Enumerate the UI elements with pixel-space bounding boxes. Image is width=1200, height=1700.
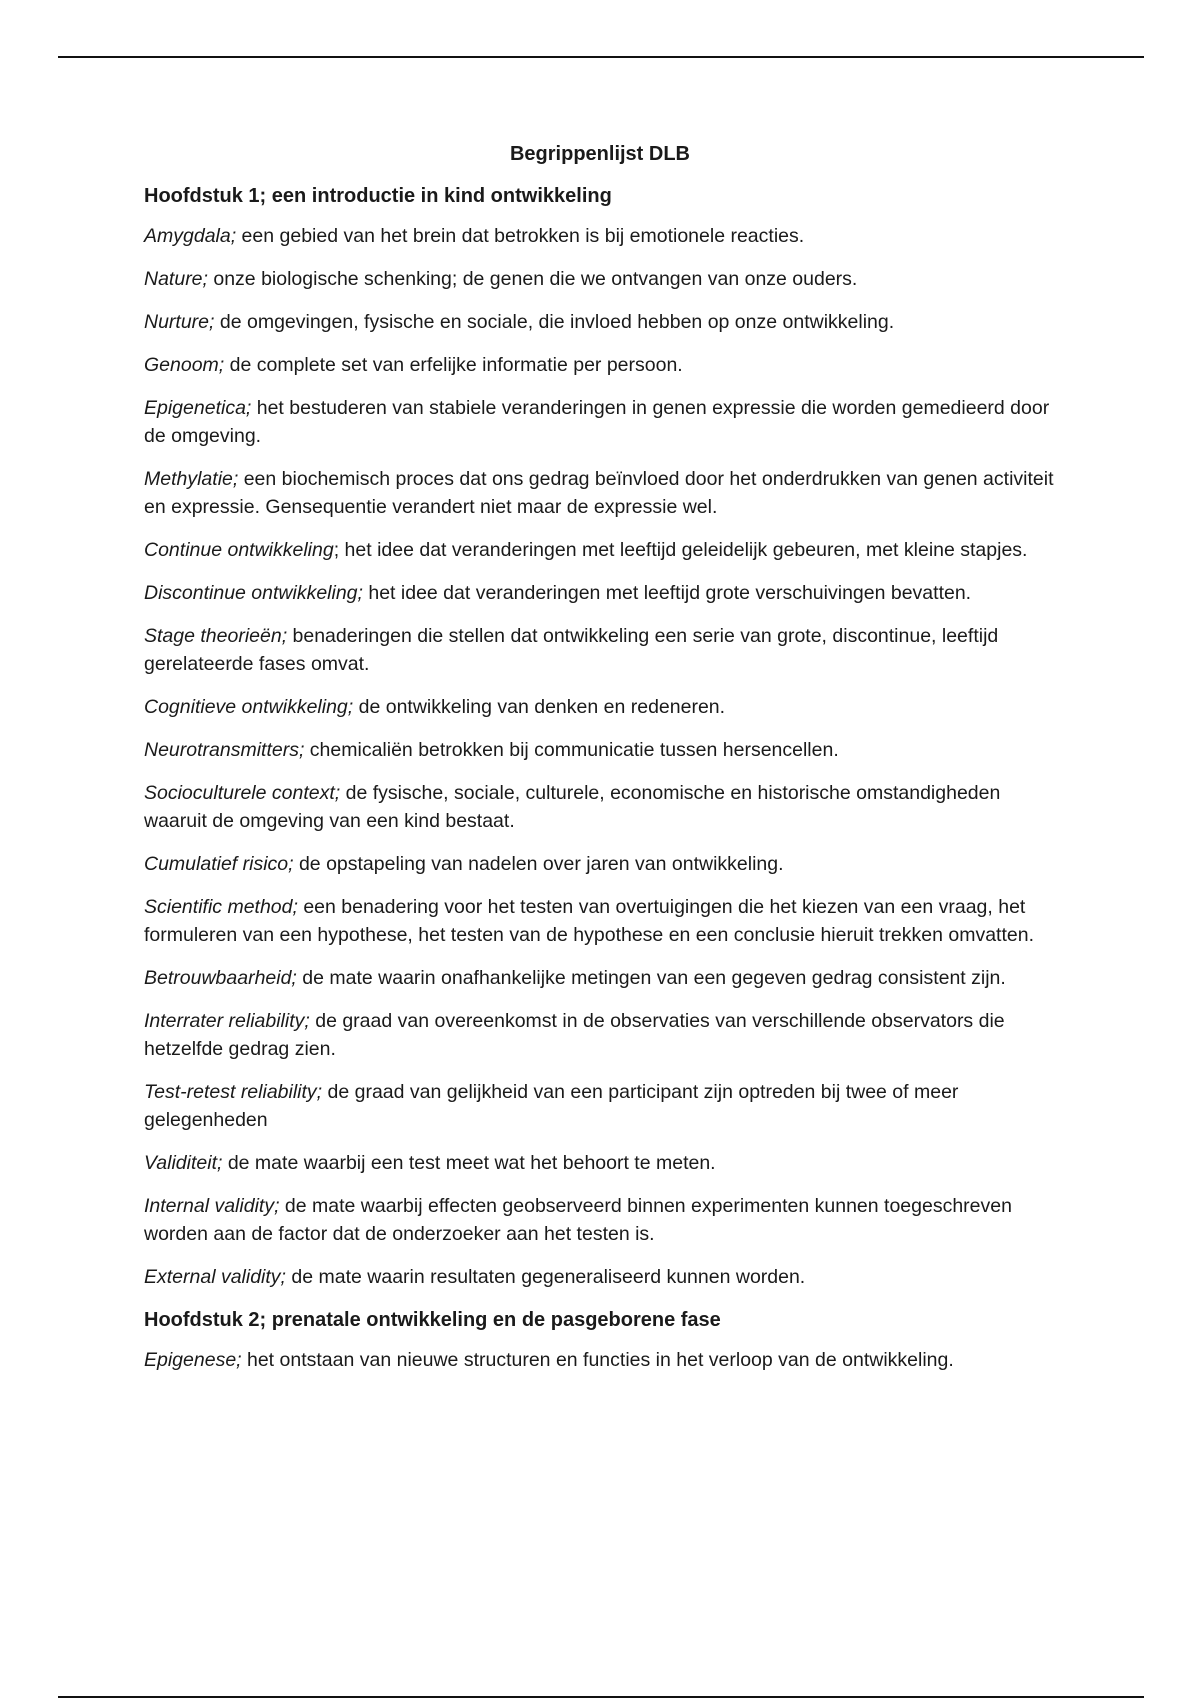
glossary-entry: [144, 1149, 1056, 1177]
entry-term: Epigenese;: [144, 1349, 242, 1371]
entry-term: Stage theorieën;: [144, 625, 288, 647]
entry-term: Methylatie;: [144, 468, 239, 490]
entry-term: Nature;: [144, 268, 208, 290]
entry-definition: de opstapeling van nadelen over jaren van ontwikkeling.: [293, 853, 784, 875]
entry-definition: het ontstaan van nieuwe structuren en functies in het verloop van de ontwikkeling.: [241, 1349, 954, 1371]
entry-definition: de graad van gelijkheid van een participant zijn optreden bij twee of meer gelegenheden: [144, 1081, 959, 1131]
entry-definition: de omgevingen, fysische en sociale, die invloed hebben op onze ontwikkeling.: [214, 311, 895, 333]
header-rule: [58, 56, 1144, 58]
entry-term: Neurotransmitters;: [144, 739, 305, 761]
chapter-2: [144, 1306, 1056, 1374]
glossary-entry: [144, 1078, 1056, 1134]
entry-definition: de mate waarin onafhankelijke metingen van een gegeven gedrag consistent zijn.: [296, 967, 1006, 989]
glossary-entry: [144, 1192, 1056, 1248]
entry-definition: de graad van overeenkomst in de observaties van verschillende observators die hetzelfde gedrag zien.: [144, 1010, 1005, 1060]
document-body: [144, 140, 1056, 1389]
entry-definition: onze biologische schenking; de genen die we ontvangen van onze ouders.: [207, 268, 858, 290]
glossary-entry: [144, 265, 1056, 293]
entry-definition: het bestuderen van stabiele veranderingen in genen expressie die worden gemedieerd door de omgeving.: [144, 397, 1050, 447]
entry-term: Test-retest reliability;: [144, 1081, 323, 1103]
entry-definition: de ontwikkeling van denken en redeneren.: [353, 696, 726, 718]
entry-term: Interrater reliability;: [144, 1010, 310, 1032]
chapter-heading: Hoofdstuk 1; een introductie in kind ontwikkeling: [144, 185, 612, 207]
entry-definition: de complete set van erfelijke informatie per persoon.: [224, 354, 683, 376]
document-title: Begrippenlijst DLB: [509, 143, 690, 165]
glossary-entry: [144, 465, 1056, 521]
glossary-entry: [144, 693, 1056, 721]
glossary-entry: [144, 779, 1056, 835]
entry-term: Socioculturele context;: [144, 782, 341, 804]
entry-term: Epigenetica;: [144, 397, 252, 419]
glossary-entry: [144, 394, 1056, 450]
glossary-entry: [144, 1007, 1056, 1063]
glossary-entry: [144, 579, 1056, 607]
entry-term: Internal validity;: [144, 1195, 280, 1217]
entry-term: Cognitieve ontwikkeling;: [144, 696, 354, 718]
glossary-entry: [144, 736, 1056, 764]
glossary-entry: [144, 1263, 1056, 1291]
entry-definition: een biochemisch proces dat ons gedrag beïnvloed door het onderdrukken van genen activiteit en expressie. Gensequentie verandert niet maar de expressie wel.: [144, 468, 1054, 518]
entry-definition: een benadering voor het testen van overtuigingen die het kiezen van een vraag, het formuleren van een hypothese, het testen van de hypothese en een conclusie hieruit trekken omvatten.: [144, 896, 1034, 946]
entry-term: Discontinue ontwikkeling;: [144, 582, 363, 604]
entry-term: Cumulatief risico;: [144, 853, 294, 875]
glossary-entry: [144, 622, 1056, 678]
glossary-entry: [144, 1346, 1056, 1374]
glossary-entry: [144, 222, 1056, 250]
entry-term: Continue ontwikkeling: [144, 539, 334, 561]
chapter-heading: Hoofdstuk 2; prenatale ontwikkeling en de pasgeborene fase: [144, 1309, 721, 1331]
glossary-entry: [144, 850, 1056, 878]
entry-definition: benaderingen die stellen dat ontwikkeling een serie van grote, discontinue, leeftijd gerelateerde fases omvat.: [144, 625, 999, 675]
entry-term: Betrouwbaarheid;: [144, 967, 297, 989]
entry-term: Validiteit;: [144, 1152, 223, 1174]
entry-term: Scientific method;: [144, 896, 298, 918]
entry-term: Genoom;: [144, 354, 225, 376]
glossary-entry: [144, 308, 1056, 336]
entry-definition: ; het idee dat veranderingen met leeftijd geleidelijk gebeuren, met kleine stapjes.: [333, 539, 1028, 561]
footer-rule: [58, 1696, 1144, 1698]
glossary-entry: [144, 351, 1056, 379]
entry-term: Amygdala;: [144, 225, 237, 247]
entry-definition: de mate waarbij effecten geobserveerd binnen experimenten kunnen toegeschreven worden aan de factor dat de onderzoeker aan het testen is.: [144, 1195, 1012, 1245]
glossary-entry: [144, 536, 1056, 564]
glossary-entry: [144, 964, 1056, 992]
entry-definition: de mate waarbij een test meet wat het behoort te meten.: [222, 1152, 716, 1174]
entry-definition: de fysische, sociale, culturele, economische en historische omstandigheden waaruit de omgeving van een kind bestaat.: [144, 782, 1001, 832]
glossary-entry: [144, 893, 1056, 949]
entry-term: Nurture;: [144, 311, 215, 333]
chapter-1: [144, 182, 1056, 1291]
entry-definition: de mate waarin resultaten gegeneraliseerd kunnen worden.: [285, 1266, 806, 1288]
entry-definition: een gebied van het brein dat betrokken is bij emotionele reacties.: [236, 225, 805, 247]
entry-definition: het idee dat veranderingen met leeftijd grote verschuivingen bevatten.: [362, 582, 972, 604]
entry-term: External validity;: [144, 1266, 286, 1288]
entry-definition: chemicaliën betrokken bij communicatie tussen hersencellen.: [304, 739, 839, 761]
